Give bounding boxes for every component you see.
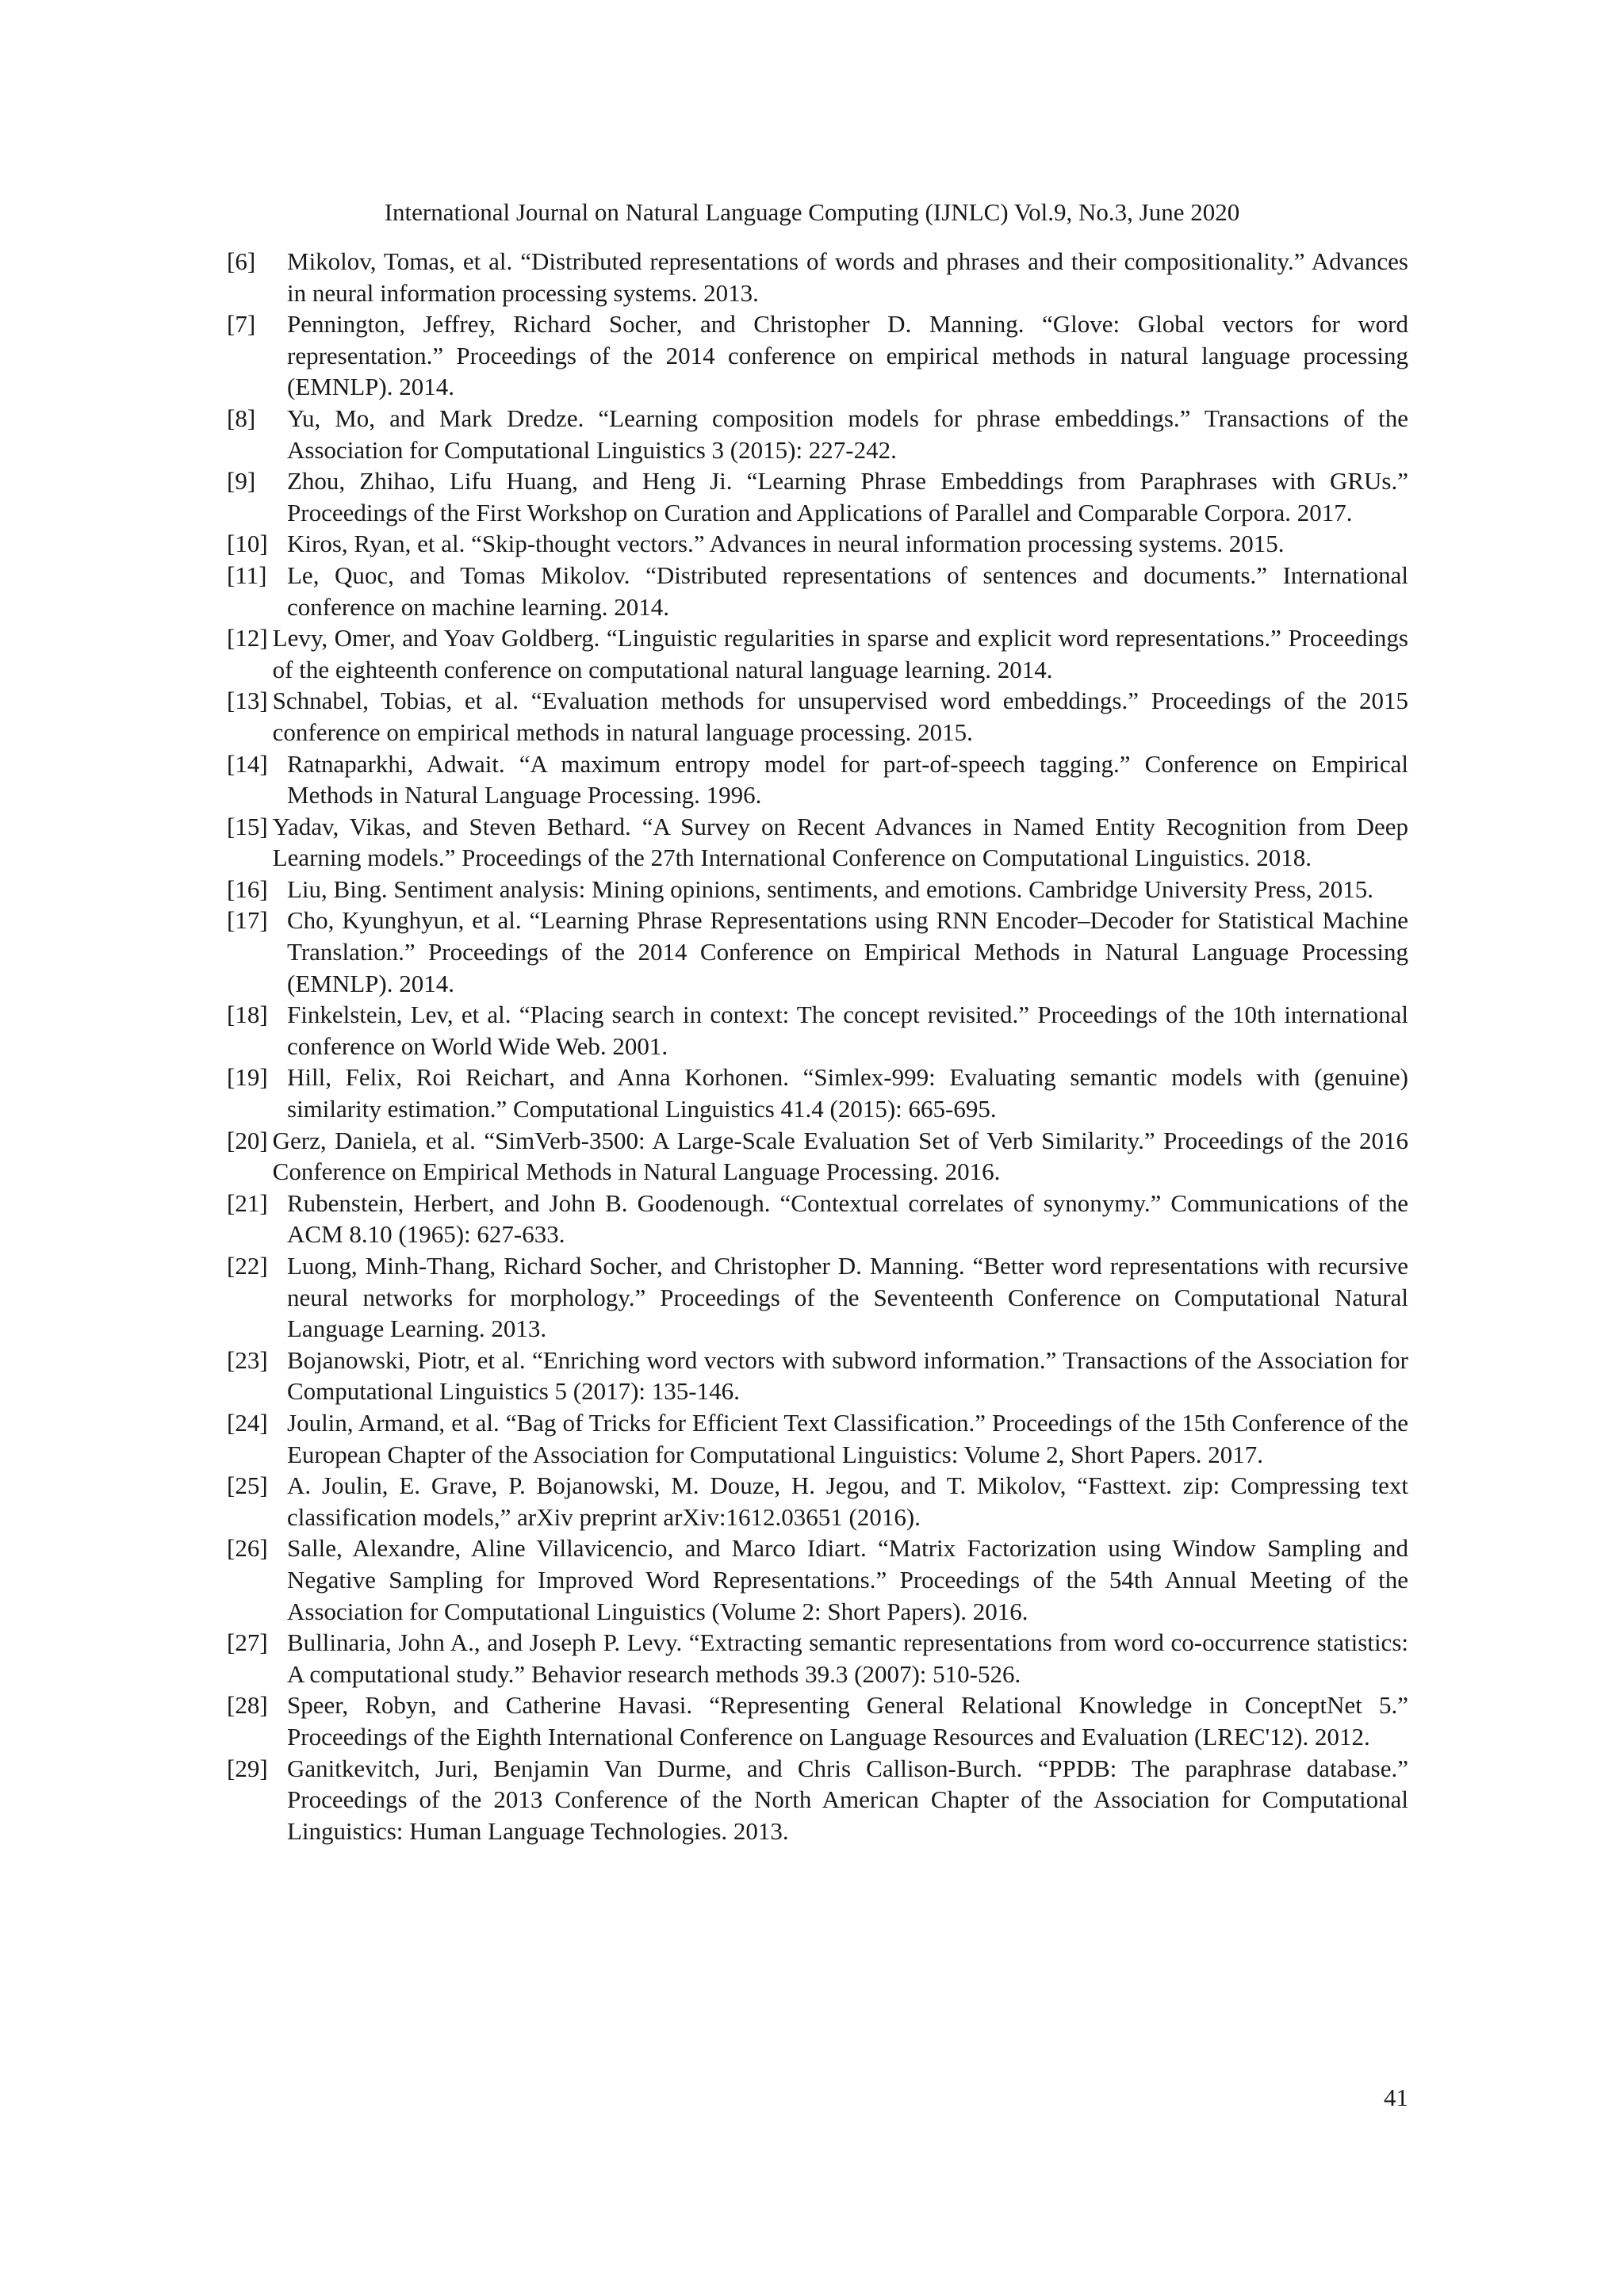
reference-text: Cho, Kyunghyun, et al. “Learning Phrase Representations using RNN Encoder–Decoder for Statistical Machine Translation.” Proceedings of the 2014 Conference on Empirical Methods in Natural Language Processing (EMNLP). 2014. <box>287 906 1408 997</box>
running-header: International Journal on Natural Language Computing (IJNLC) Vol.9, No.3, June 2020 <box>384 198 1240 226</box>
reference-number: [16] <box>227 874 268 903</box>
reference-item <box>227 560 1408 622</box>
reference-number: [8] <box>227 404 256 432</box>
reference-number: [27] <box>227 1628 268 1657</box>
reference-number: [18] <box>227 1001 268 1029</box>
reference-item <box>227 622 1408 685</box>
reference-text: Luong, Minh-Thang, Richard Socher, and Christopher D. Manning. “Better word representations with recursive neural networks for morphology.” Proceedings of the Seventeenth Conference on Computational Natural Language Learning. 2013. <box>287 1252 1408 1343</box>
reference-number: [20] <box>227 1126 268 1154</box>
reference-item <box>227 1125 1408 1188</box>
reference-item <box>227 465 1408 528</box>
reference-number: [9] <box>227 467 256 496</box>
reference-item <box>227 308 1408 403</box>
reference-number: [29] <box>227 1754 268 1782</box>
reference-number: [15] <box>227 812 268 840</box>
reference-text: Salle, Alexandre, Aline Villavicencio, and Marco Idiart. “Matrix Factorization using Window Sampling and Negative Sampling for Improved Word Representations.” Proceedings of the 54th Annual Meeting of the Association for Computational Linguistics (Volume 2: Short Papers). 2016. <box>287 1534 1408 1625</box>
reference-text: Joulin, Armand, et al. “Bag of Tricks for Efficient Text Classification.” Proceedings of the 15th Conference of the European Chapter of the Association for Computational Linguistics: Volume 2, Short Papers. 2017. <box>287 1408 1408 1468</box>
reference-number: [28] <box>227 1691 268 1720</box>
reference-item <box>227 1627 1408 1689</box>
reference-text: Levy, Omer, and Yoav Goldberg. “Linguistic regularities in sparse and explicit word representations.” Proceedings of the eighteenth conference on computational natural language learning. 2014. <box>272 624 1408 683</box>
reference-text: Finkelstein, Lev, et al. “Placing search in context: The concept revisited.” Proceedings of the 10th international conference on World Wide Web. 2001. <box>287 1001 1408 1060</box>
reference-text: Bullinaria, John A., and Joseph P. Levy. “Extracting semantic representations from word co-occurrence statistics: A computational study.” Behavior research methods 39.3 (2007): 510-526. <box>287 1628 1408 1688</box>
reference-item <box>227 811 1408 874</box>
reference-text: Yadav, Vikas, and Steven Bethard. “A Survey on Recent Advances in Named Entity Recognition from Deep Learning models.” Proceedings of the 27th International Conference on Computational Linguistics. 2018. <box>272 812 1408 872</box>
reference-number: [6] <box>227 247 256 275</box>
reference-number: [7] <box>227 310 256 339</box>
reference-item <box>227 1689 1408 1752</box>
reference-item <box>227 874 1408 905</box>
reference-text: Yu, Mo, and Mark Dredze. “Learning composition models for phrase embeddings.” Transactions of the Association for Computational Linguistics 3 (2015): 227-242. <box>287 404 1408 464</box>
reference-text: A. Joulin, E. Grave, P. Bojanowski, M. Douze, H. Jegou, and T. Mikolov, “Fasttext. zip: Compressing text classification models,” arXiv preprint arXiv:1612.03651 (2016). <box>287 1471 1408 1531</box>
reference-number: [14] <box>227 749 268 778</box>
reference-item <box>227 246 1408 308</box>
reference-item <box>227 1753 1408 1847</box>
reference-text: Ratnaparkhi, Adwait. “A maximum entropy model for part-of-speech tagging.” Conference on Empirical Methods in Natural Language Processing. 1996. <box>287 749 1408 809</box>
reference-item <box>227 1062 1408 1124</box>
reference-item <box>227 1470 1408 1533</box>
reference-text: Pennington, Jeffrey, Richard Socher, and Christopher D. Manning. “Glove: Global vectors for word representation.” Proceedings of the 2014 conference on empirical methods in natural language processing (EMNLP). 2014. <box>287 310 1408 401</box>
reference-number: [10] <box>227 530 268 558</box>
reference-text: Zhou, Zhihao, Lifu Huang, and Heng Ji. “Learning Phrase Embeddings from Paraphrases with GRUs.” Proceedings of the First Workshop on Curation and Applications of Parallel and Comparable Corpora. 2017. <box>287 467 1408 526</box>
reference-item <box>227 1533 1408 1627</box>
reference-number: [19] <box>227 1063 268 1092</box>
reference-item <box>227 685 1408 748</box>
reference-number: [26] <box>227 1534 268 1563</box>
reference-item <box>227 905 1408 999</box>
reference-number: [13] <box>227 687 268 715</box>
reference-list <box>227 246 1408 1846</box>
reference-item <box>227 1407 1408 1470</box>
reference-text: Bojanowski, Piotr, et al. “Enriching word vectors with subword information.” Transactions of the Association for Computational Linguistics 5 (2017): 135-146. <box>287 1345 1408 1406</box>
page-number: 41 <box>1384 2084 1408 2111</box>
reference-number: [22] <box>227 1252 268 1280</box>
reference-item <box>227 1250 1408 1345</box>
reference-text: Gerz, Daniela, et al. “SimVerb-3500: A Large-Scale Evaluation Set of Verb Similarity.” Proceedings of the 2016 Conference on Empirical Methods in Natural Language Processing. 2016. <box>272 1126 1408 1186</box>
reference-text: Le, Quoc, and Tomas Mikolov. “Distributed representations of sentences and documents.” International conference on machine learning. 2014. <box>287 561 1408 621</box>
reference-number: [12] <box>227 624 268 652</box>
reference-text: Hill, Felix, Roi Reichart, and Anna Korhonen. “Simlex-999: Evaluating semantic models with (genuine) similarity estimation.” Computational Linguistics 41.4 (2015): 665-695. <box>287 1063 1408 1123</box>
reference-text: Liu, Bing. Sentiment analysis: Mining opinions, sentiments, and emotions. Cambridge University Press, 2015. <box>287 874 1373 903</box>
reference-item <box>227 999 1408 1062</box>
reference-text: Rubenstein, Herbert, and John B. Goodenough. “Contextual correlates of synonymy.” Communications of the ACM 8.10 (1965): 627-633. <box>287 1188 1408 1249</box>
reference-text: Kiros, Ryan, et al. “Skip-thought vectors.” Advances in neural information processing systems. 2015. <box>287 530 1285 558</box>
reference-item <box>227 528 1408 560</box>
reference-item <box>227 748 1408 811</box>
reference-item <box>227 1188 1408 1250</box>
reference-text: Ganitkevitch, Juri, Benjamin Van Durme, and Chris Callison-Burch. “PPDB: The paraphrase database.” Proceedings of the 2013 Conference of the North American Chapter of the Association for Computational Linguistics: Human Language Technologies. 2013. <box>287 1754 1408 1845</box>
reference-number: [25] <box>227 1471 268 1500</box>
reference-number: [23] <box>227 1345 268 1374</box>
reference-item <box>227 1345 1408 1407</box>
reference-number: [11] <box>227 561 267 589</box>
reference-number: [24] <box>227 1408 268 1437</box>
reference-number: [21] <box>227 1188 268 1217</box>
reference-text: Mikolov, Tomas, et al. “Distributed representations of words and phrases and their compositionality.” Advances in neural information processing systems. 2013. <box>287 247 1408 307</box>
reference-text: Speer, Robyn, and Catherine Havasi. “Representing General Relational Knowledge in ConceptNet 5.” Proceedings of the Eighth International Conference on Language Resources and Evaluation (LREC'12). 2012. <box>287 1691 1408 1751</box>
reference-item <box>227 403 1408 465</box>
reference-text: Schnabel, Tobias, et al. “Evaluation methods for unsupervised word embeddings.” Proceedings of the 2015 conference on empirical methods in natural language processing. 2015. <box>272 687 1408 746</box>
reference-number: [17] <box>227 906 268 935</box>
